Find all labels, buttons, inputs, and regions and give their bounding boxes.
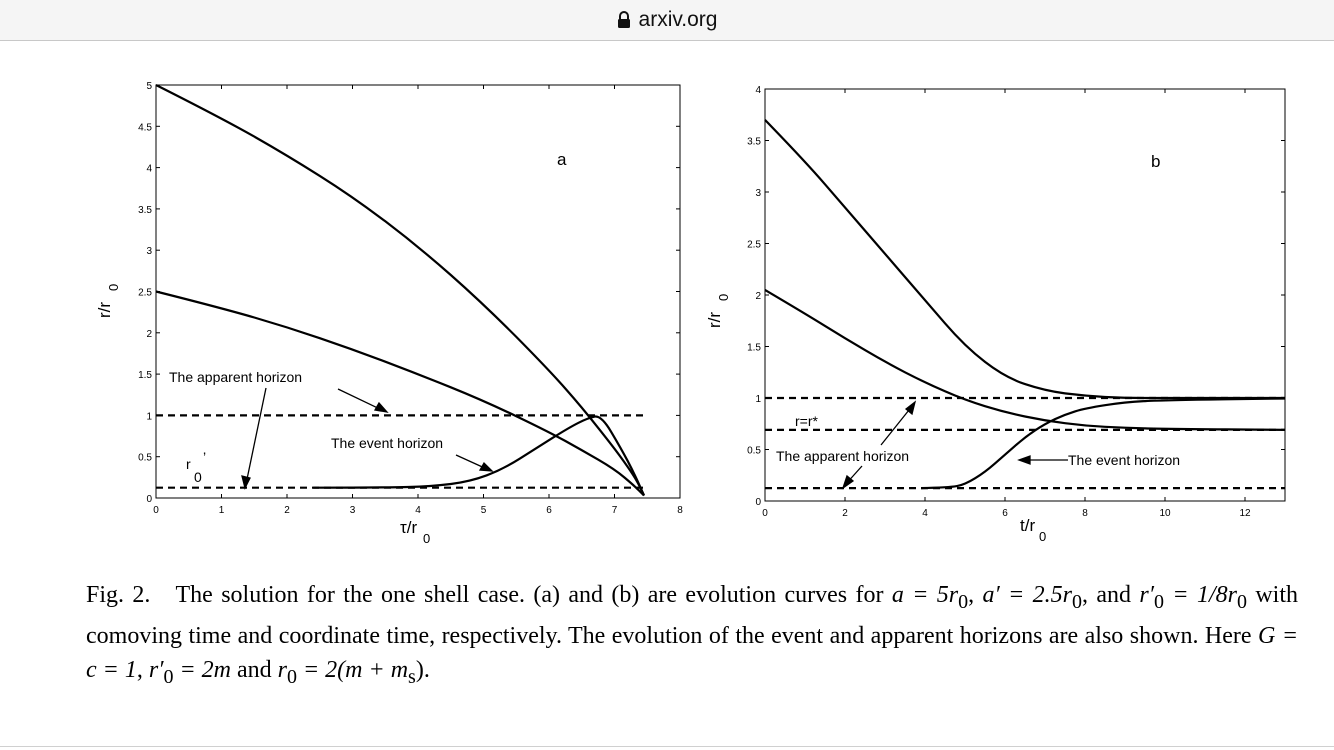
series-line-a-0 [156, 85, 644, 496]
xtick-label-b-5: 10 [1159, 508, 1171, 519]
caption-part1: The solution for the one shell case. (a) and (b) are evolution curves for [175, 582, 884, 608]
caption-math1-sub: 0 [958, 590, 969, 613]
xlabel-b: t/r [1020, 516, 1036, 535]
ytick-label-b-0: 0 [755, 497, 761, 508]
ytick-label-a-8: 4 [146, 163, 152, 175]
xtick-label-a-0: 0 [153, 505, 159, 516]
annotation-r-star-b: r=r* [795, 413, 818, 429]
annotation-r0prime-a-sub: 0 [194, 469, 202, 485]
caption-math3-sub2: 0 [1236, 590, 1247, 613]
caption-math5-sub: 0 [163, 665, 174, 688]
caption-math4: G = c = 1 [86, 622, 1299, 683]
ytick-label-a-0: 0 [146, 494, 152, 505]
annotation-event-horizon-a: The event horizon [331, 435, 444, 451]
xtick-label-b-3: 6 [1002, 508, 1008, 519]
xtick-label-a-6: 6 [546, 505, 552, 516]
caption-and: and [1096, 582, 1132, 608]
xtick-label-a-2: 2 [284, 505, 290, 516]
series-line-b-1 [765, 290, 1285, 430]
url-text: arxiv.org [638, 8, 718, 31]
ytick-label-b-5: 2.5 [747, 239, 761, 251]
caption-and2: and [236, 656, 272, 683]
arrowhead-event-horizon-b [1019, 456, 1030, 464]
caption-math2: a′ = 2.5r [982, 582, 1073, 608]
ytick-label-a-5: 2.5 [138, 287, 152, 299]
ytick-label-b-6: 3 [755, 188, 761, 199]
ytick-label-b-7: 3.5 [747, 136, 761, 148]
xtick-label-a-4: 4 [415, 505, 421, 516]
annotation-r0prime-a: r [186, 456, 191, 472]
caption-part2: with comoving time and coordinate time, respectively. The evolution of the event and apparent horizons are also shown. Here [86, 582, 1299, 649]
arrow-r0prime-a [246, 388, 266, 484]
ylabel-a-sub: 0 [106, 283, 121, 291]
series-group-b [765, 120, 1285, 488]
ytick-label-a-10: 5 [146, 81, 152, 92]
xtick-label-a-3: 3 [349, 505, 356, 516]
caption-math6-end: ). [415, 656, 430, 683]
ytick-label-a-7: 3.5 [138, 204, 152, 216]
xtick-label-a-1: 1 [218, 505, 225, 516]
arrowhead-apparent-horizon-a [375, 403, 387, 412]
panel-label-a: a [557, 150, 567, 169]
caption-math6: r [277, 656, 287, 683]
ytick-label-a-9: 4.5 [138, 122, 152, 134]
ytick-label-a-6: 3 [146, 246, 152, 258]
divider [0, 746, 1334, 747]
plot-frame-b [765, 89, 1285, 501]
caption-math3-rest: = 1/8r [1164, 582, 1237, 608]
series-group-a [156, 85, 647, 496]
ytick-label-a-3: 1.5 [138, 370, 152, 382]
xtick-label-a-7: 7 [611, 505, 618, 516]
arrowhead-event-horizon-a [480, 463, 492, 471]
arrows-b [843, 402, 1068, 488]
panel-label-b: b [1151, 152, 1161, 171]
xtick-label-a-5: 5 [480, 505, 487, 516]
ylabel-b-sub: 0 [716, 293, 731, 301]
caption-comma3: , [136, 656, 143, 683]
series-line-a-2 [313, 417, 644, 496]
caption-math6-sub: 0 [286, 665, 297, 688]
caption-math6-rest: = 2(m + m [296, 656, 409, 683]
ytick-label-b-4: 2 [755, 291, 761, 302]
caption-math3: r′ [1139, 582, 1155, 608]
ytick-label-b-8: 4 [755, 85, 761, 96]
xtick-label-b-1: 2 [842, 508, 848, 519]
ytick-label-b-1: 0.5 [747, 445, 761, 457]
arrowhead-r0prime-a [242, 476, 250, 488]
caption-math1: a = 5r [891, 582, 959, 608]
annotation-apparent-horizon-b: The apparent horizon [776, 448, 910, 464]
ytick-label-a-4: 2 [146, 328, 152, 340]
xtick-label-b-0: 0 [762, 508, 768, 519]
xtick-label-b-4: 8 [1082, 508, 1088, 519]
caption-comma1: , [968, 582, 975, 608]
caption-math2-sub: 0 [1072, 590, 1083, 613]
series-line-b-2 [921, 399, 1285, 489]
annotation-apparent-horizon-a: The apparent horizon [169, 369, 303, 385]
annotation-event-horizon-b: The event horizon [1068, 452, 1181, 468]
ytick-label-b-3: 1.5 [747, 342, 761, 354]
xtick-label-b-6: 12 [1239, 508, 1251, 519]
xlabel-a-sub: 0 [423, 531, 431, 546]
caption-math5-rest: = 2m [173, 656, 231, 683]
caption-math6-sub2: s [408, 665, 416, 688]
ylabel-b: r/r [705, 311, 724, 328]
xtick-label-a-8: 8 [677, 505, 683, 516]
fig-label: Fig. 2. [86, 582, 151, 608]
series-line-b-0 [765, 120, 1285, 398]
caption-math5: r′ [148, 656, 164, 683]
chart-panel-a [0, 0, 700, 560]
ytick-label-a-1: 0.5 [138, 452, 152, 464]
figure-caption [86, 578, 1298, 694]
caption-math3-sub: 0 [1154, 590, 1165, 613]
xlabel-a: τ/r [400, 518, 418, 537]
xtick-label-b-2: 4 [922, 508, 928, 519]
chart-panel-b [680, 0, 1334, 560]
caption-comma2: , [1082, 582, 1089, 608]
ylabel-a: r/r [95, 301, 114, 318]
ytick-label-a-2: 1 [146, 411, 152, 423]
annotation-r0prime-a-mark: ’ [203, 449, 207, 465]
ytick-label-b-2: 1 [755, 394, 761, 405]
xlabel-b-sub: 0 [1039, 529, 1047, 544]
